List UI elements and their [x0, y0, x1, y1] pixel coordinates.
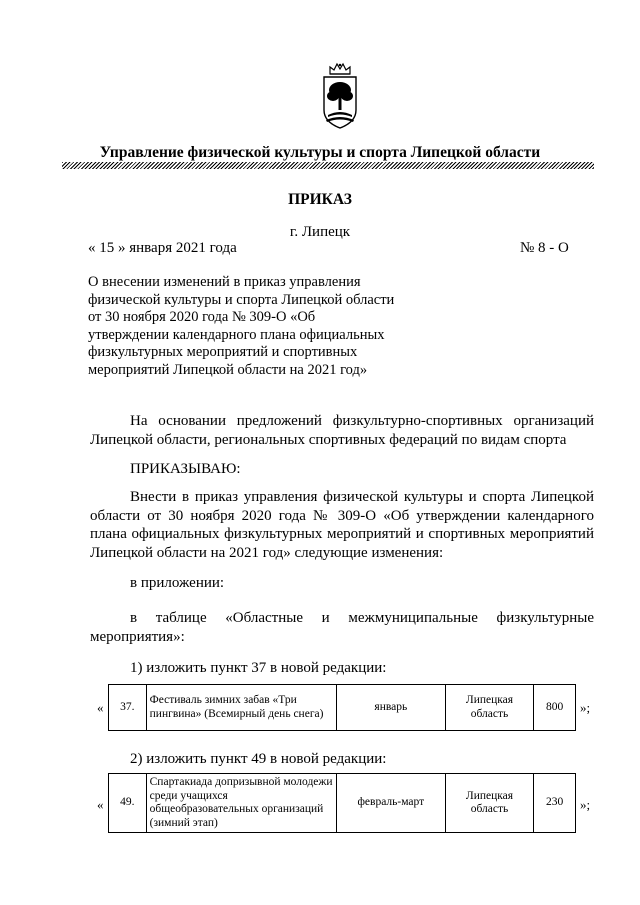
basis-paragraph: На основании предложений физкультурно-спортивных организаций Липецкой области, региональных спортивных федераций по видам спорта	[90, 413, 594, 448]
close-quote: »;	[580, 797, 591, 812]
close-quote: »;	[580, 700, 591, 715]
document-date: « 15 » января 2021 года	[88, 240, 237, 256]
event-period: январь	[336, 685, 445, 731]
event-name: Спартакиада допризывной молодежи среди учащихся общеобразовательных организаций (зимний этап)	[146, 774, 336, 833]
open-quote: «	[97, 797, 104, 812]
table-row-49	[108, 773, 576, 833]
document-subject: О внесении изменений в приказ управления физической культуры и спорта Липецкой области от 30 ноября 2020 года № 309-О «Об утверждении календарного плана официальных физкультурных мероприятий и спортивных мероприятий Липецкой области на 2021 год»	[88, 274, 395, 378]
coat-of-arms	[316, 60, 364, 134]
event-place: Липецкая область	[445, 774, 534, 833]
table-row-37	[108, 684, 576, 731]
table-reference-line: в таблице «Областные и межмуниципальные физкультурные мероприятия»:	[90, 610, 594, 645]
participant-count: 800	[534, 685, 576, 731]
open-quote: «	[97, 700, 104, 715]
organization-name: Управление физической культуры и спорта Липецкой области	[99, 144, 541, 161]
event-place: Липецкая область	[445, 685, 534, 731]
item-1-label: 1) изложить пункт 37 в новой редакции:	[130, 660, 387, 676]
row-number: 37.	[109, 685, 147, 731]
appendix-line: в приложении:	[130, 575, 225, 591]
participant-count: 230	[534, 774, 576, 833]
row-number: 49.	[109, 774, 147, 833]
document-title: ПРИКАЗ	[288, 191, 352, 208]
changes-intro-paragraph: Внести в приказ управления физической культуры и спорта Липецкой области от 30 ноября 2020 года № 309-О «Об утверждении календарного плана официальных физкультурных мероприятий и спортивных мероприятий Липецкой области на 2021 год» следующие изменения:	[90, 489, 594, 561]
event-period: февраль-март	[336, 774, 445, 833]
order-word: ПРИКАЗЫВАЮ:	[130, 461, 241, 477]
document-city: г. Липецк	[289, 224, 351, 240]
header-divider	[62, 162, 594, 169]
document-number: № 8 - О	[520, 240, 569, 256]
event-name: Фестиваль зимних забав «Три пингвина» (Всемирный день снега)	[146, 685, 336, 731]
item-2-label: 2) изложить пункт 49 в новой редакции:	[130, 751, 387, 767]
